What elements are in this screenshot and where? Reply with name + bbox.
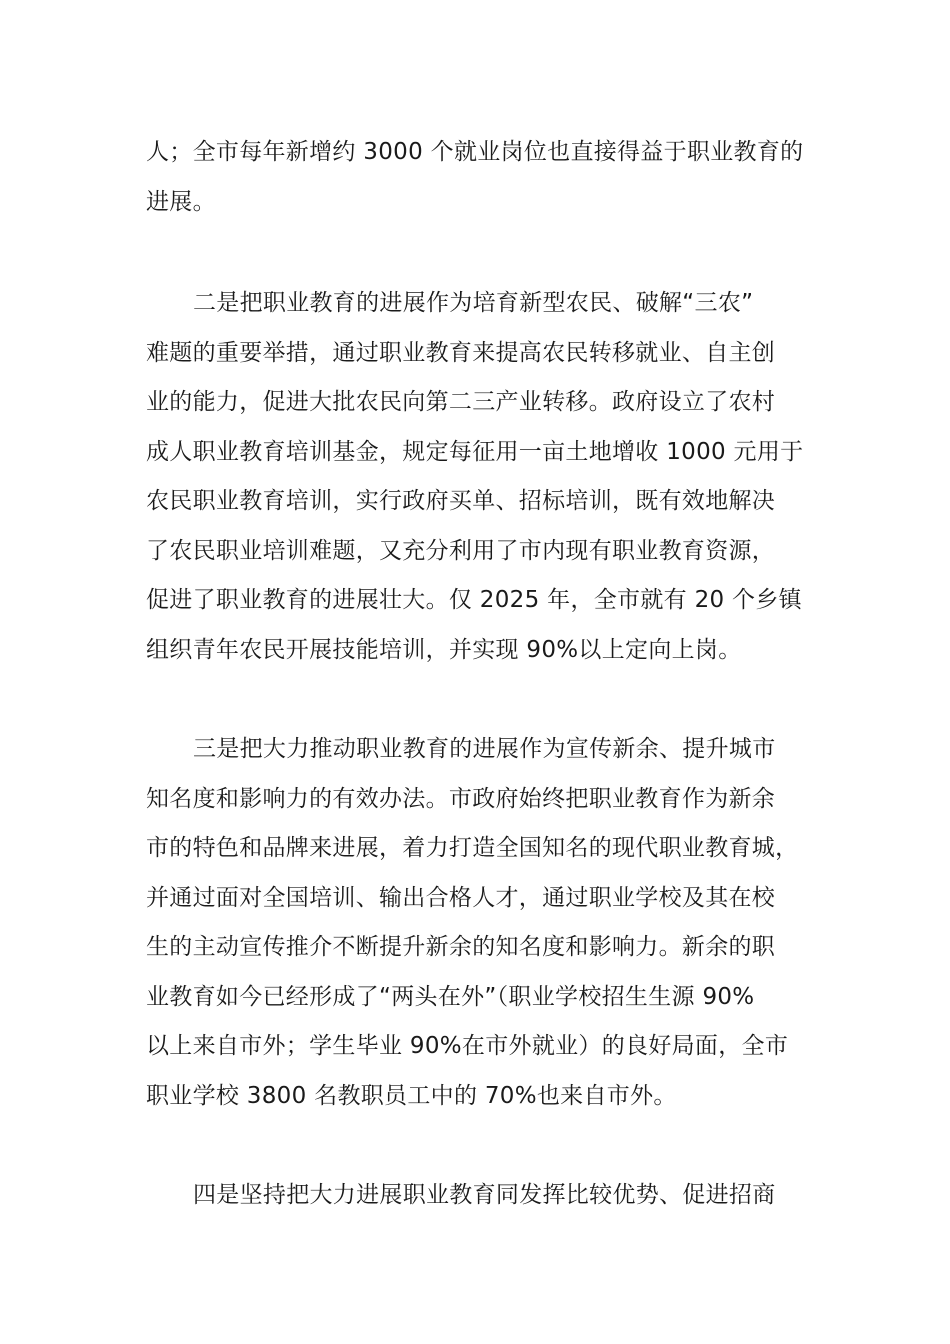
paragraph-2-line-7: 促进了职业教育的进展壮大。仅 2025 年，全市就有 20 个乡镇 [146,587,802,613]
paragraph-3-line-6: 业教育如今已经形成了“两头在外”（职业学校招生生源 90% [146,984,755,1010]
paragraph-2-line-4: 成人职业教育培训基金，规定每征用一亩土地增收 1000 元用于 [146,439,804,465]
paragraph-2-line-3: 业的能力，促进大批农民向第二三产业转移。政府设立了农村 [146,389,776,415]
paragraph-3-line-4: 并通过面对全国培训、输出合格人才，通过职业学校及其在校 [146,885,776,911]
paragraph-3-line-2: 知名度和影响力的有效办法。市政府始终把职业教育作为新余 [146,786,776,812]
paragraph-3-line-3: 市的特色和品牌来进展，着力打造全国知名的现代职业教育城， [146,835,799,861]
paragraph-4-line-1: 四是坚持把大力进展职业教育同发挥比较优势、促进招商 [193,1182,776,1208]
paragraph-2-line-8: 组织青年农民开展技能培训，并实现 90%以上定向上岗。 [146,637,742,663]
paragraph-3-line-8: 职业学校 3800 名教职员工中的 70%也来自市外。 [146,1083,677,1109]
paragraph-2-line-6: 了农民职业培训难题，又充分利用了市内现有职业教育资源， [146,538,776,564]
paragraph-2-line-5: 农民职业教育培训，实行政府买单、招标培训，既有效地解决 [146,488,776,514]
paragraph-2-line-2: 难题的重要举措，通过职业教育来提高农民转移就业、自主创 [146,340,776,366]
paragraph-2-line-1: 二是把职业教育的进展作为培育新型农民、破解“三农” [193,290,754,316]
paragraph-3-line-1: 三是把大力推动职业教育的进展作为宣传新余、提升城市 [193,736,776,762]
paragraph-3-line-7: 以上来自市外；学生毕业 90%在市外就业）的良好局面，全市 [146,1033,789,1059]
paragraph-1-line-1: 人；全市每年新增约 3000 个就业岗位也直接得益于职业教育的 [146,139,804,165]
paragraph-3-line-5: 生的主动宣传推介不断提升新余的知名度和影响力。新余的职 [146,934,776,960]
paragraph-1-line-2: 进展。 [146,189,216,215]
